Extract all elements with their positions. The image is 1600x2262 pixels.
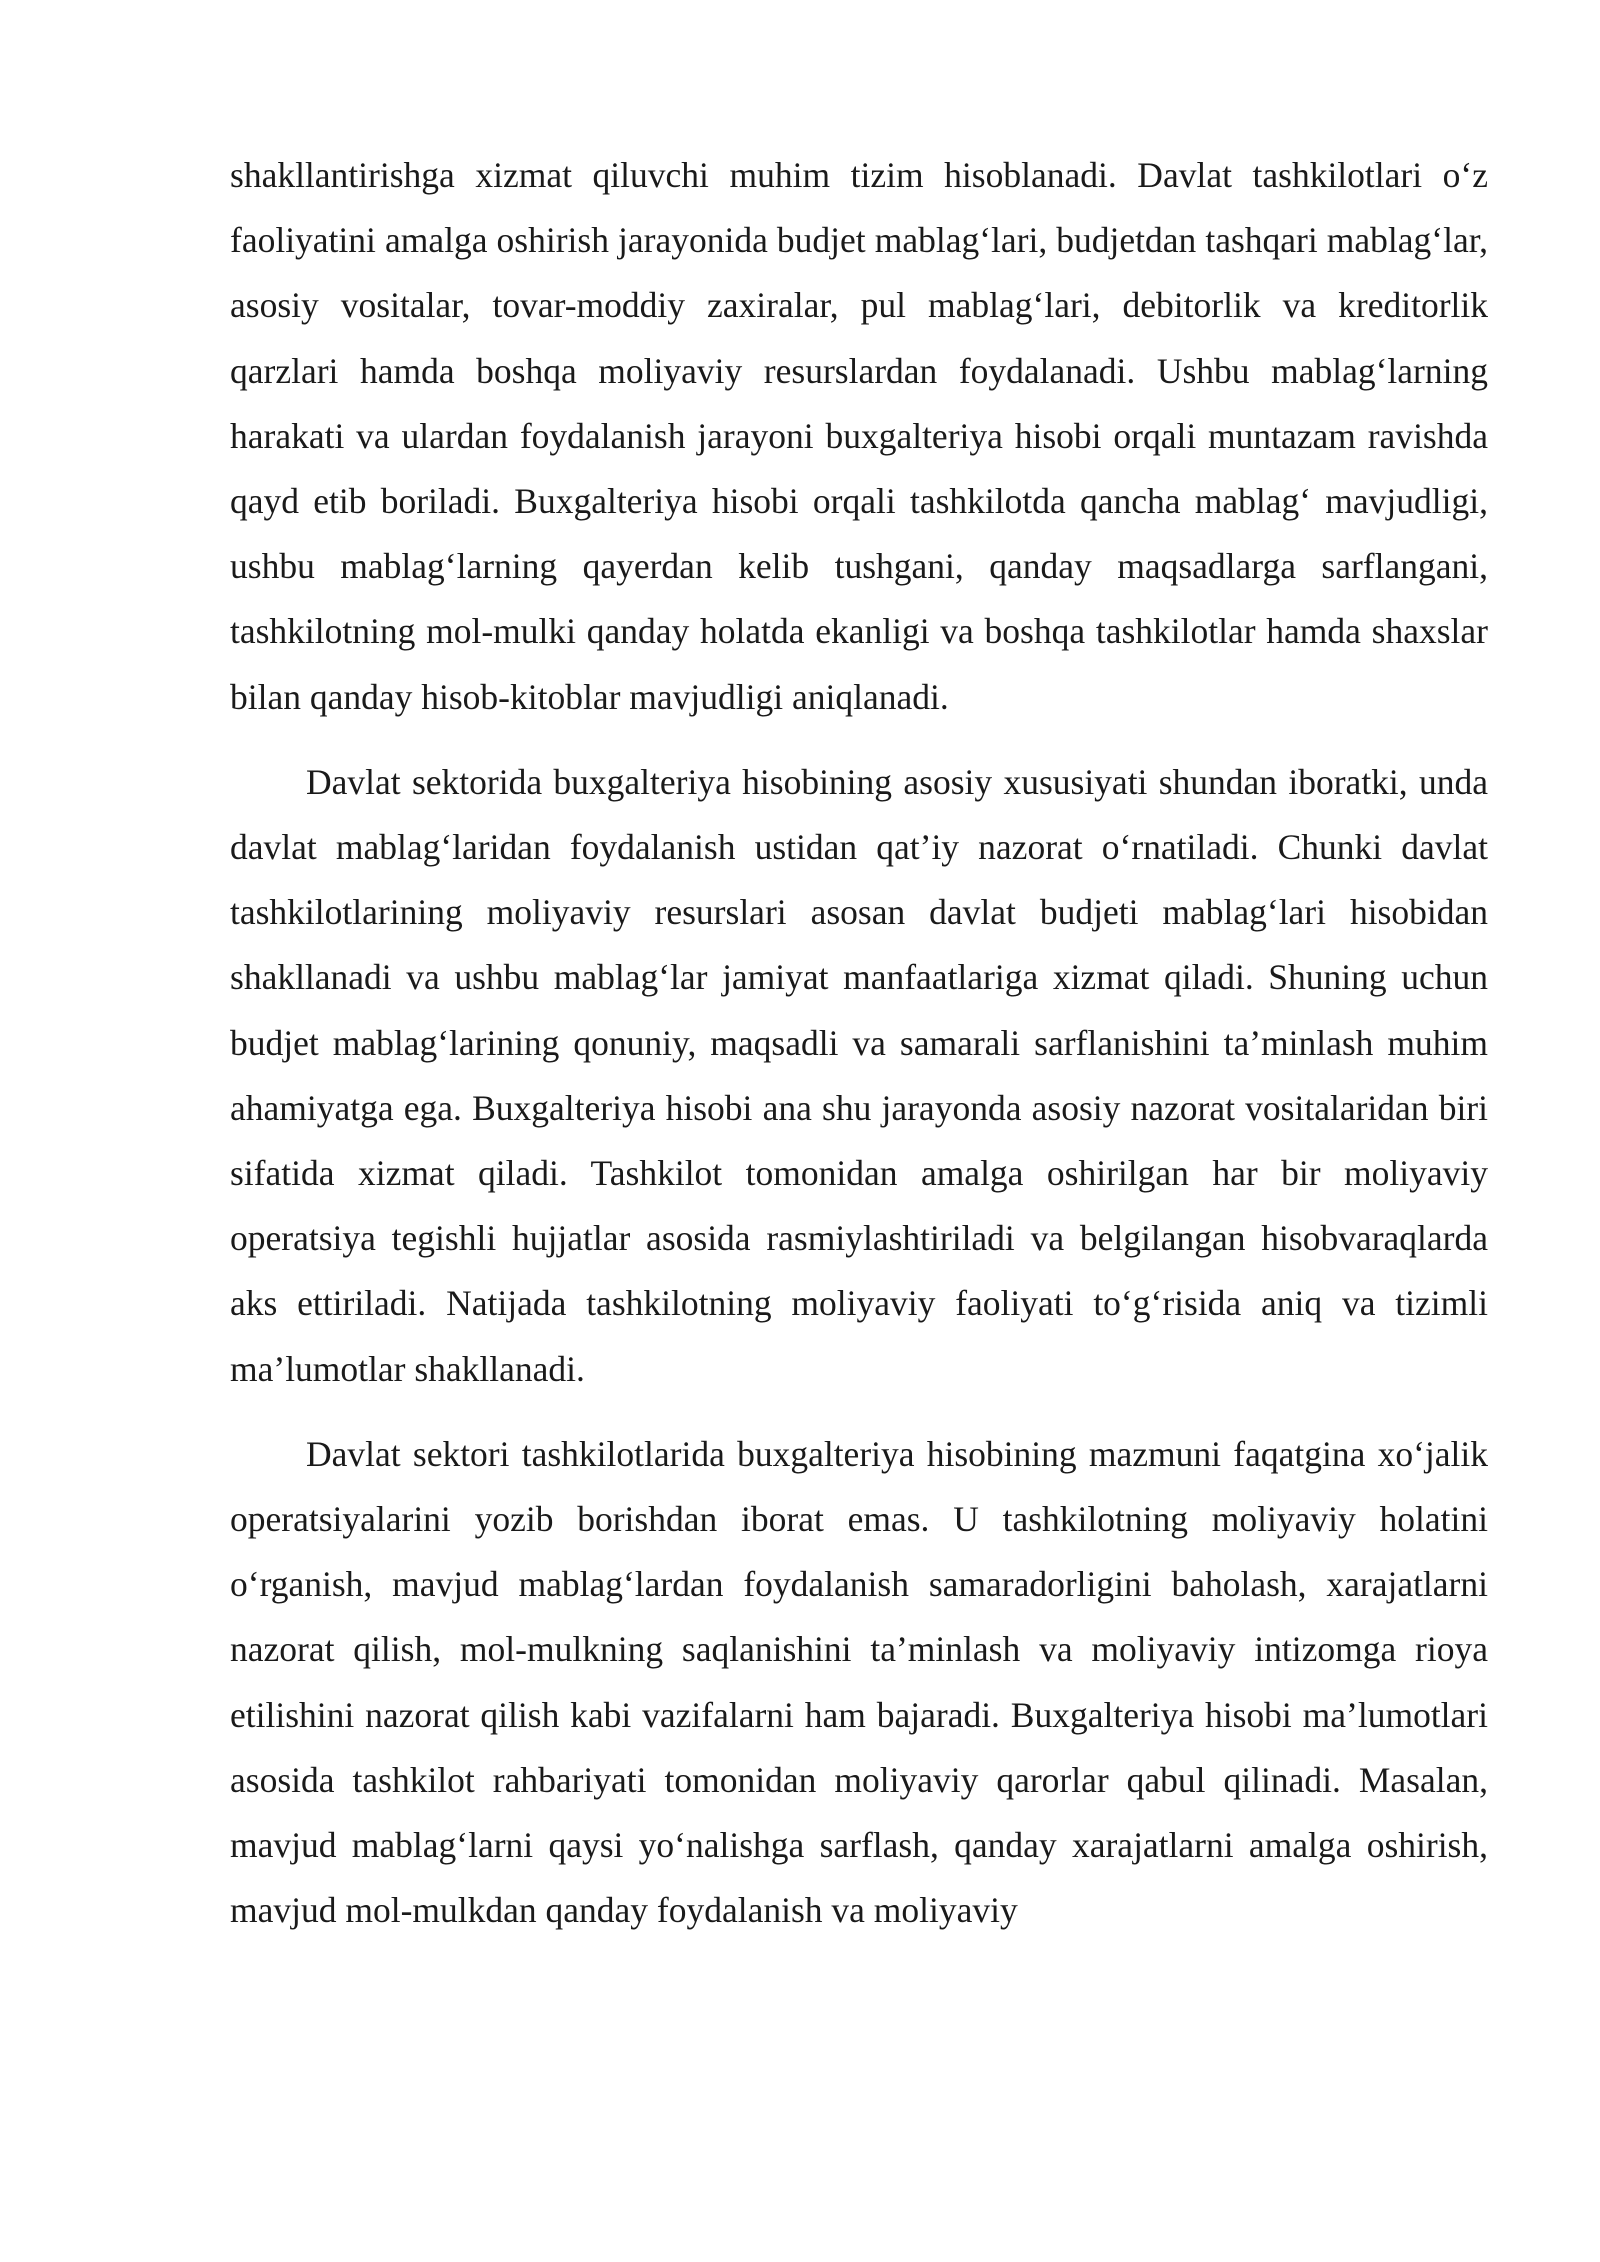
paragraph-continued: shakllantirishga xizmat qiluvchi muhim tizim hisoblanadi. Davlat tashkilotlari o‘z faoliyatini amalga oshirish jarayonida budjet mablag‘lari, budjetdan tashqari mablag‘lar, asosiy vositalar, tovar-moddiy zaxiralar, pul mablag‘lari, debitorlik va kreditorlik qarzlari hamda boshqa moliyaviy resurslardan foydalanadi. Ushbu mablag‘larning harakati va ulardan foydalanish jarayoni buxgalteriya hisobi orqali muntazam ravishda qayd etib boriladi. Buxgalteriya hisobi orqali tashkilotda qancha mablag‘ mavjudligi, ushbu mablag‘larning qayerdan kelib tushgani, qanday maqsadlarga sarflangani, tashkilotning mol-mulki qanday holatda ekanligi va boshqa tashkilotlar hamda shaxslar bilan qanday hisob-kitoblar mavjudligi aniqlanadi. <box>230 155 1488 717</box>
paragraph-accounting-content: Davlat sektori tashkilotlarida buxgalteriya hisobining mazmuni faqatgina xo‘jalik operatsiyalarini yozib borishdan iborat emas. U tashkilotning moliyaviy holatini o‘rganish, mavjud mablag‘lardan foydalanish samaradorligini baholash, xarajatlarni nazorat qilish, mol-mulkning saqlanishini ta’minlash va moliyaviy intizomga rioya etilishini nazorat qilish kabi vazifalarni ham bajaradi. Buxgalteriya hisobi ma’lumotlari asosida tashkilot rahbariyati tomonidan moliyaviy qarorlar qabul qilinadi. Masalan, mavjud mablag‘larni qaysi yo‘nalishga sarflash, qanday xarajatlarni amalga oshirish, mavjud mol-mulkdan qanday foydalanish va moliyaviy <box>230 1433 1488 1931</box>
paragraph-state-sector-features: Davlat sektorida buxgalteriya hisobining asosiy xususiyati shundan iboratki, unda davlat mablag‘laridan foydalanish ustidan qat’iy nazorat o‘rnatiladi. Chunki davlat tashkilotlarining moliyaviy resurslari asosan davlat budjeti mablag‘lari hisobidan shakllanadi va ushbu mablag‘lar jamiyat manfaatlariga xizmat qiladi. Shuning uchun budjet mablag‘larining qonuniy, maqsadli va samarali sarflanishini ta’minlash muhim ahamiyatga ega. Buxgalteriya hisobi ana shu jarayonda asosiy nazorat vositalaridan biri sifatida xizmat qiladi. Tashkilot tomonidan amalga oshirilgan har bir moliyaviy operatsiya tegishli hujjatlar asosida rasmiylashtiriladi va belgilangan hisobvaraqlarda aks ettiriladi. Natijada tashkilotning moliyaviy faoliyati to‘g‘risida aniq va tizimli ma’lumotlar shakllanadi. <box>230 761 1488 1389</box>
document-body <box>230 143 1488 1943</box>
